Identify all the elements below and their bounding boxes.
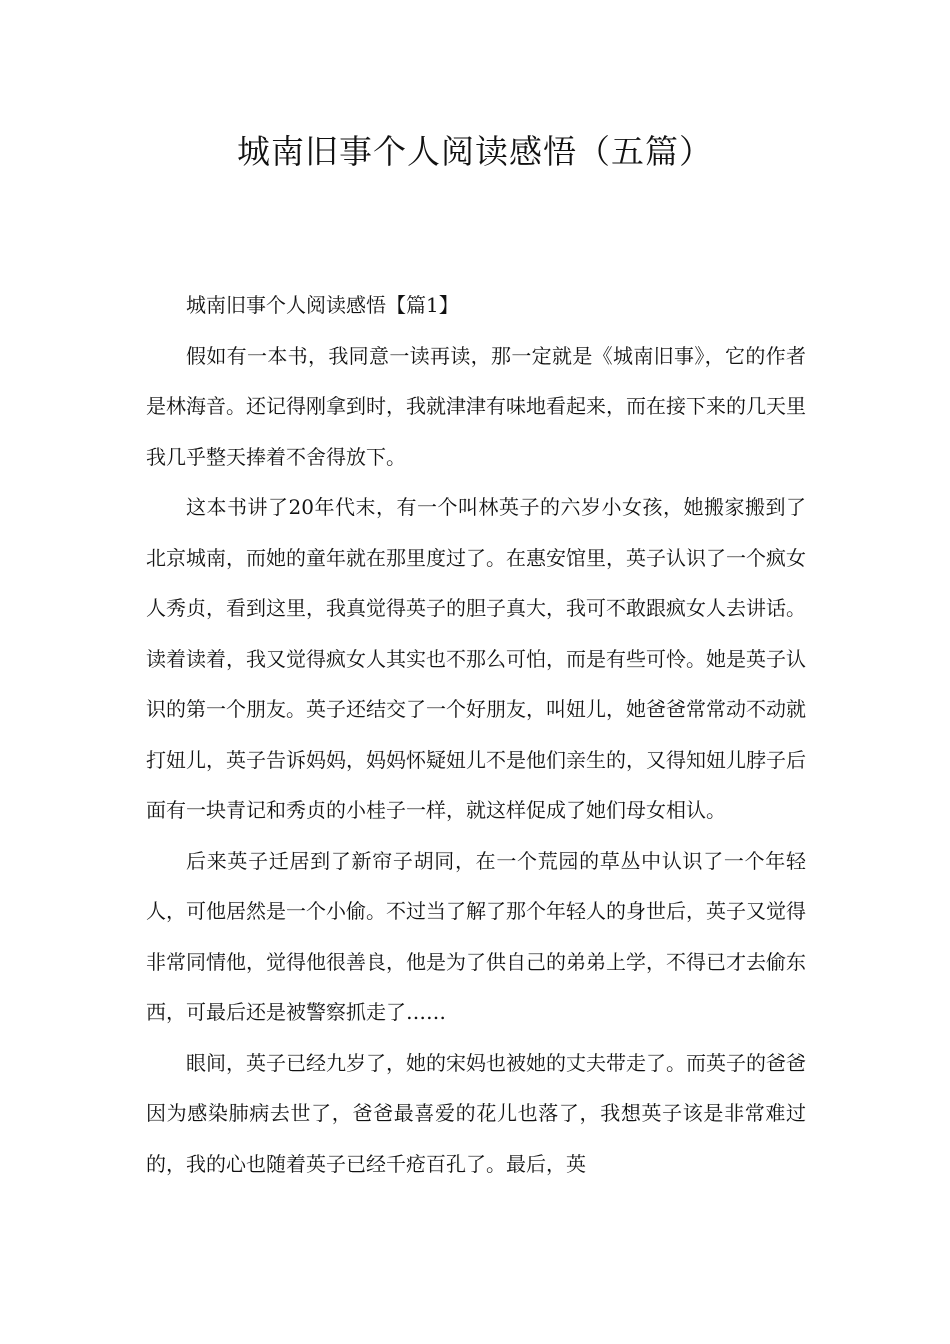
document-body xyxy=(146,280,806,1189)
paragraph-1: 假如有一本书，我同意一读再读，那一定就是《城南旧事》，它的作者是林海音。还记得刚拿到时，我就津津有味地看起来，而在接下来的几天里我几乎整天捧着不舍得放下。 xyxy=(146,343,806,469)
document-title: 城南旧事个人阅读感悟（五篇） xyxy=(237,132,713,171)
paragraph-3: 后来英子迁居到了新帘子胡同，在一个荒园的草丛中认识了一个年轻人，可他居然是一个小偷。不过当了解了那个年轻人的身世后，英子又觉得非常同情他，觉得他很善良，他是为了供自己的弟弟上学，不得已才去偷东西，可最后还是被警察抓走了…… xyxy=(146,848,806,1024)
paragraph-2: 这本书讲了20年代末，有一个叫林英子的六岁小女孩，她搬家搬到了北京城南，而她的童年就在那里度过了。在惠安馆里，英子认识了一个疯女人秀贞，看到这里，我真觉得英子的胆子真大，我可不敢跟疯女人去讲话。读着读着，我又觉得疯女人其实也不那么可怕，而是有些可怜。她是英子认识的第一个朋友。英子还结交了一个好朋友，叫妞儿，她爸爸常常动不动就打妞儿，英子告诉妈妈，妈妈怀疑妞儿不是他们亲生的，又得知妞儿脖子后面有一块青记和秀贞的小桂子一样，就这样促成了她们母女相认。 xyxy=(146,495,806,822)
section-heading: 城南旧事个人阅读感悟【篇1】 xyxy=(186,293,459,317)
paragraph-4: 眼间，英子已经九岁了，她的宋妈也被她的丈夫带走了。而英子的爸爸因为感染肺病去世了，爸爸最喜爱的花儿也落了，我想英子该是非常难过的，我的心也随着英子已经千疮百孔了。最后，英 xyxy=(146,1050,806,1176)
